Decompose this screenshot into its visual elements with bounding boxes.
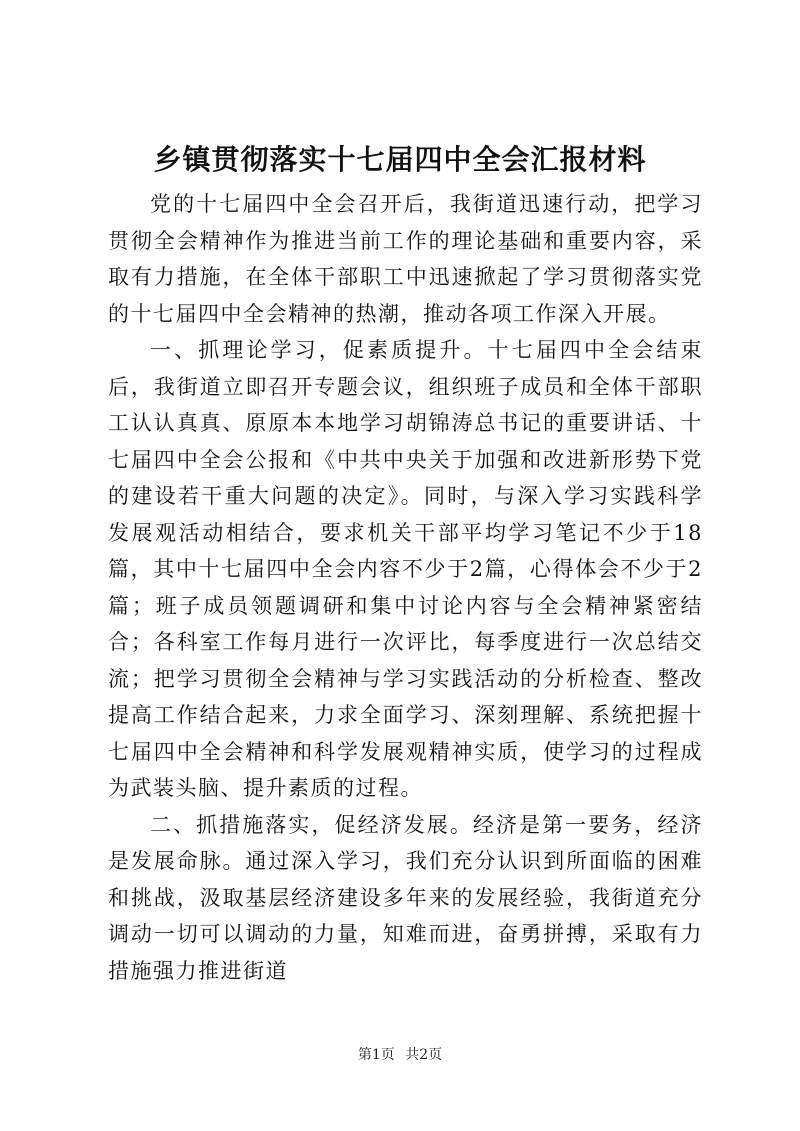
page-footer bbox=[0, 1045, 800, 1065]
document-body bbox=[108, 186, 703, 989]
document-title: 乡镇贯彻落实十七届四中全会汇报材料 bbox=[153, 143, 647, 176]
paragraph-theory-study: 一、抓理论学习，促素质提升。十七届四中全会结束后，我街道立即召开专题会议，组织班子成员和全体干部职工认认真真、原原本本地学习胡锦涛总书记的重要讲话、十七届四中全会公报和《中共中央关于加强和改进新形势下党的建设若干重大问题的决定》。同时，与深入学习实践科学发展观活动相结合，要求机关干部平均学习笔记不少于18篇，其中十七届四中全会内容不少于2篇，心得体会不少于2篇；班子成员领题调研和集中讨论内容与全会精神紧密结合；各科室工作每月进行一次评比，每季度进行一次总结交流；把学习贯彻全会精神与学习实践活动的分析检查、整改提高工作结合起来，力求全面学习、深刻理解、系统把握十七届四中全会精神和科学发展观精神实质，使学习的过程成为武装头脑、提升素质的过程。 bbox=[108, 338, 703, 800]
page-number: 第1页 bbox=[357, 1047, 395, 1063]
paragraph-intro: 党的十七届四中全会召开后，我街道迅速行动，把学习贯彻全会精神作为推进当前工作的理论基础和重要内容，采取有力措施，在全体干部职工中迅速掀起了学习贯彻落实党的十七届四中全会精神的热潮，推动各项工作深入开展。 bbox=[108, 192, 703, 326]
page-total: 共2页 bbox=[405, 1047, 443, 1063]
paragraph-economic-development: 二、抓措施落实，促经济发展。经济是第一要务，经济是发展命脉。通过深入学习，我们充分认识到所面临的困难和挑战，汲取基层经济建设多年来的发展经验，我街道充分调动一切可以调动的力量，知难而进，奋勇拼搏，采取有力措施强力推进街道 bbox=[108, 812, 703, 983]
